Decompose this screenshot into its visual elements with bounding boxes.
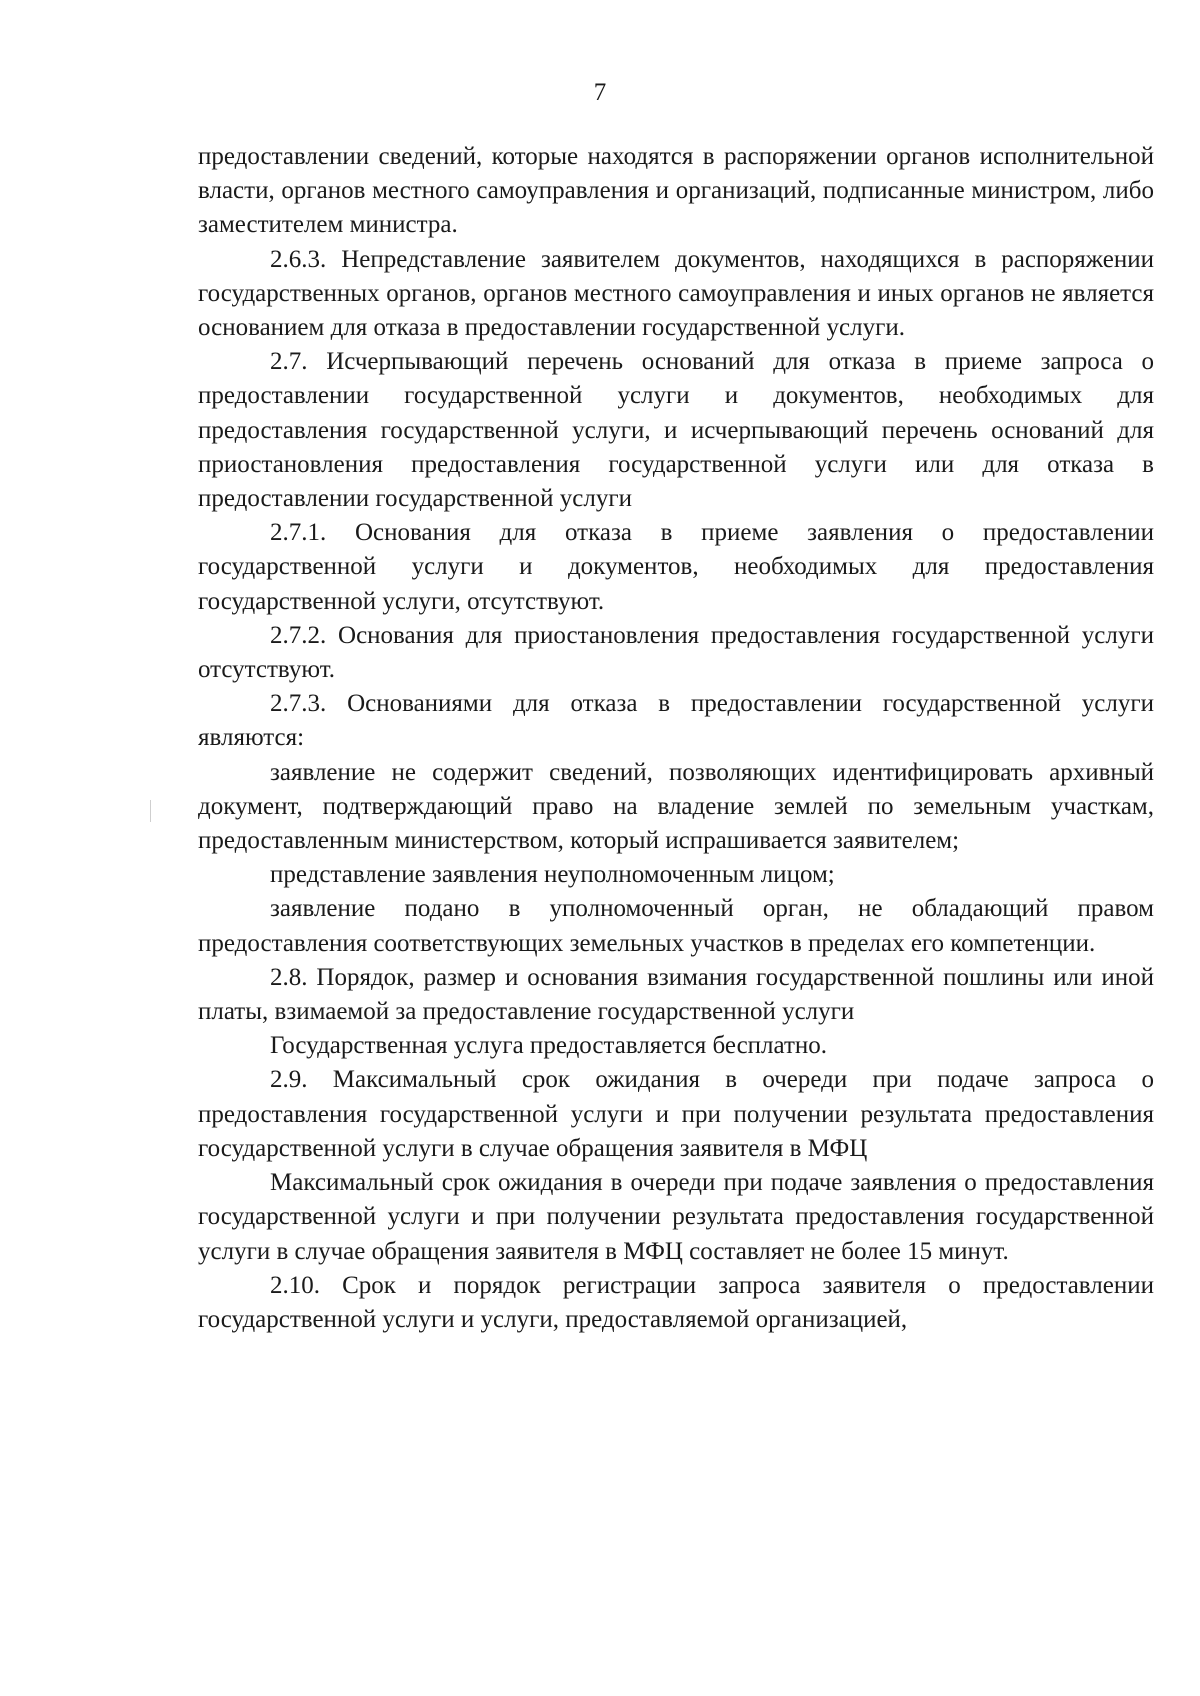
paragraph-2-7-1: 2.7.1. Основания для отказа в приеме заявления о предоставлении государственной услуги и документов, необходимых для предоставления государственной услуги, отсутствуют.: [198, 519, 1154, 615]
paragraph-2-10-heading: 2.10. Срок и порядок регистрации запроса заявителя о предоставлении государственной услуги и услуги, предоставляемой организацией,: [198, 1271, 1154, 1333]
scan-artifact-mark: [150, 800, 151, 822]
paragraph-2-7-3: 2.7.3. Основаниями для отказа в предоставлении государственной услуги являются:: [198, 690, 1154, 752]
document-body: [198, 140, 1154, 1337]
paragraph-2-7-heading: 2.7. Исчерпывающий перечень оснований для отказа в приеме запроса о предоставлении государственной услуги и документов, необходимых для предоставления государственной услуги, и исчерпывающий перечень оснований для приостановления предоставления государственной услуги или для отказа в предоставлении государственной услуги: [198, 348, 1154, 513]
paragraph-2-9-body: Максимальный срок ожидания в очереди при подаче заявления о предоставления государственной услуги и при получении результата предоставления государственной услуги в случае обращения заявителя в МФЦ составляет не более 15 минут.: [198, 1169, 1154, 1265]
list-item-ground-2: представление заявления неуполномоченным лицом;: [270, 861, 835, 889]
list-item-ground-1: заявление не содержит сведений, позволяющих идентифицировать архивный документ, подтверждающий право на владение землей по земельным участкам, предоставленным министерством, который испрашивается заявителем;: [198, 758, 1154, 855]
list-item-ground-3: заявление подано в уполномоченный орган, не обладающий правом предоставления соответствующих земельных участков в пределах его компетенции.: [198, 895, 1154, 957]
paragraph-2-7-2: 2.7.2. Основания для приостановления предоставления государственной услуги отсутствуют.: [198, 621, 1154, 684]
page-number: 7: [593, 79, 607, 106]
paragraph-2-8-body: Государственная услуга предоставляется бесплатно.: [270, 1032, 828, 1060]
paragraph-2-9-heading: 2.9. Максимальный срок ожидания в очереди при подаче запроса о предоставления государственной услуги и при получении результата предоставления государственной услуги в случае обращения заявителя в МФЦ: [198, 1066, 1154, 1162]
paragraph-2-8-heading: 2.8. Порядок, размер и основания взимания государственной пошлины или иной платы, взимаемой за предоставление государственной услуги: [198, 963, 1154, 1026]
paragraph-continuation: предоставлении сведений, которые находятся в распоряжении органов исполнительной власти, органов местного самоуправления и организаций, подписанные министром, либо заместителем министра.: [198, 143, 1154, 239]
paragraph-2-6-3: 2.6.3. Непредставление заявителем документов, находящихся в распоряжении государственных органов, органов местного самоуправления и иных органов не является основанием для отказа в предоставлении государственной услуги.: [198, 245, 1154, 342]
